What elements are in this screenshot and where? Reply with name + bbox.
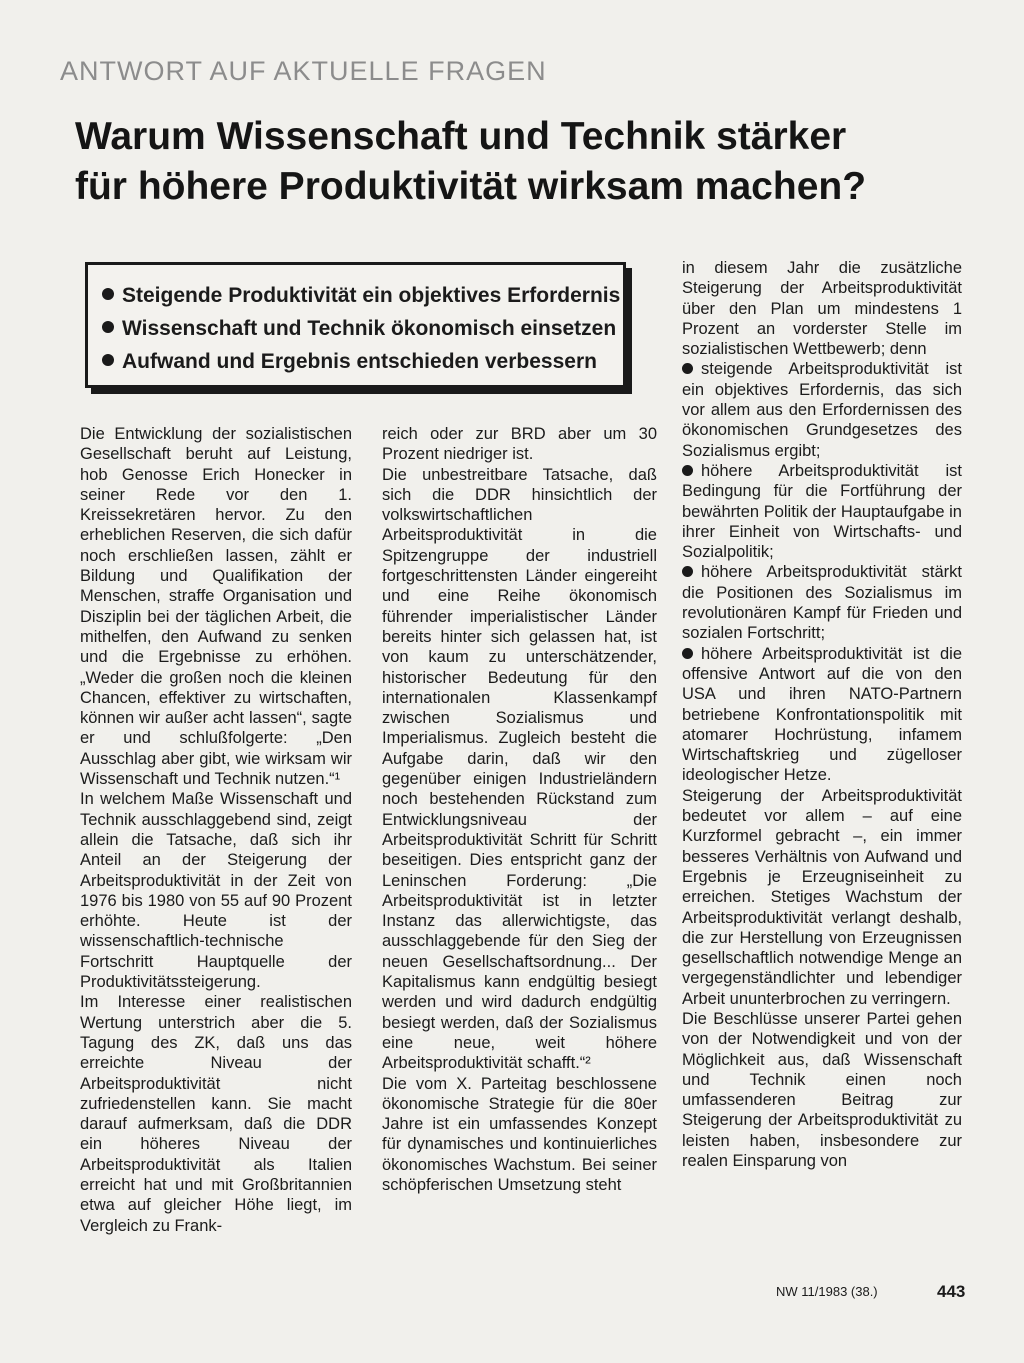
bullet-icon xyxy=(682,465,693,476)
paragraph: In welchem Maße Wissenschaft und Technik ausschlaggebend sind, zeigt allein die Tatsache, daß sich ihr Anteil an der Steigerung der Arbeitsproduktivität in der Zeit von 1976 bis 1980 von 55 auf 90 Prozent erhöhte. Heute ist der wissenschaftlich-technische Fortschritt Hauptquelle der Produktivitätssteigerung. xyxy=(80,790,352,992)
bullet-icon xyxy=(102,288,114,300)
bullet-paragraph: höhere Arbeitsproduktivität ist die offensive Antwort auf die von den USA und ihren NATO-Partnern betriebene Konfrontationspolitik mit atomarer Hochrüstung, infamem Wirtschaftskrieg und zügelloser ideologischer Hetze. xyxy=(682,644,962,785)
bullet-icon xyxy=(682,648,693,659)
paragraph: Die Beschlüsse unserer Partei gehen von der Notwendigkeit und von der Möglichkeit aus, daß Wissenschaft und Technik einen noch umfassenderen Beitrag zur Steigerung der Arbeitsproduktivität zu leisten haben, insbesondere zur realen Einsparung von xyxy=(682,1009,962,1171)
paragraph: in diesem Jahr die zusätzliche Steigerung der Arbeitsproduktivität über den Plan um mindestens 1 Prozent an vorderster Stelle im sozialistischen Wettbewerb; denn xyxy=(682,259,962,359)
paragraph: Die Entwicklung der sozialistischen Gesellschaft beruht auf Leistung, hob Genosse Erich Honecker in seiner Rede vor den 1. Kreissekretären hervor. Zu den erheblichen Reserven, die sich dafür noch erschließen lassen, zählt er Bildung und Qualifikation der Menschen, straffe Organisation und Disziplin bei der täglichen Arbeit, die mithelfen, den Aufwand zu senken und die Ergebnisse zu erhöhen. „Weder die großen noch die kleinen Chancen, effektiver zu wirtschaften, können wir außer acht lassen“, sagte er und schlußfolgerte: „Den Ausschlag aber gibt, wie wirksam wir Wissenschaft und Technik nutzen.“¹ xyxy=(80,425,352,789)
page-number: 443 xyxy=(937,1282,966,1301)
paragraph: reich oder zur BRD aber um 30 Prozent niedriger ist. xyxy=(382,425,657,464)
issue-reference: NW 11/1983 (38.) xyxy=(776,1284,878,1299)
summary-box xyxy=(85,262,626,388)
summary-item: Aufwand und Ergebnis entschieden verbessern xyxy=(102,345,623,378)
paragraph: Die unbestreitbare Tatsache, daß sich die DDR hinsichtlich der volkswirtschaftlichen Arbeitsproduktivität in die Spitzengruppe der industriell fortgeschrittensten Länder eingereiht und eine Reihe ökonomisch führender imperialistischer Länder bereits hinter sich gelassen hat, ist von kaum zu unterschätzender, historischer Bedeutung für den internationalen Klassenkampf zwischen Sozialismus und Imperialismus. Zugleich besteht die Aufgabe darin, daß wir den gegenüber einigen Industrieländern noch bestehenden Rückstand zum Entwicklungsniveau der Arbeitsproduktivität Schritt für Schritt beseitigen. Dies entspricht ganz der Leninschen Forderung: „Die Arbeitsproduktivität ist in letzter Instanz das allerwichtigste, das ausschlaggebende für den Sieg der neuen Gesellschaftsordnung... Der Kapitalismus kann endgültig besiegt werden und wird dadurch endgültig besiegt werden, daß der Sozialismus eine neue, weit höhere Arbeitsproduktivität schafft.“² xyxy=(382,465,657,1073)
bullet-paragraph: höhere Arbeitsproduktivität ist Bedingung für die Fortführung der bewährten Politik der Hauptaufgabe in ihrer Einheit von Wirtschafts- und Sozialpolitik; xyxy=(682,461,962,562)
bullet-icon xyxy=(682,566,693,577)
bullet-icon xyxy=(102,354,114,366)
bullet-paragraph: steigende Arbeitsproduktivität ist ein objektives Erfordernis, das sich vor allem aus den Erfordernissen des ökonomischen Grundgesetzes des Sozialismus ergibt; xyxy=(682,360,962,460)
paragraph: Die vom X. Parteitag beschlossene ökonomische Strategie für die 80er Jahre ist ein umfassendes Konzept für dynamisches und kontinuierliches ökonomisches Wachstum. Bei seiner schöpferischen Umsetzung steht xyxy=(382,1074,657,1194)
text-column-3 xyxy=(682,258,962,1171)
paragraph: Steigerung der Arbeitsproduktivität bedeutet vor allem – auf eine Kurzformel gebracht –, ein immer besseres Verhältnis von Aufwand und Ergebnis je Erzeugniseinheit zu erreichen. Stetiges Wachstum der Arbeitsproduktivität verlangt deshalb, die zur Herstellung von Erzeugnissen gesellschaftlich notwendige Menge an vergegenständlichter und lebendiger Arbeit ununterbrochen zu verringern. xyxy=(682,786,962,1008)
paragraph: Im Interesse einer realistischen Wertung unterstrich aber die 5. Tagung des ZK, daß uns das erreichte Niveau der Arbeitsproduktivität nicht zufriedenstellen kann. Sie macht darauf aufmerksam, daß die DDR ein höheres Niveau der Arbeitsproduktivität als Italien erreicht hat und mit Großbritannien etwa auf gleicher Höhe liegt, im Vergleich zu Frank- xyxy=(80,993,352,1235)
bullet-icon xyxy=(102,321,114,333)
text-column-1 xyxy=(80,424,352,1236)
headline-line-2: für höhere Produktivität wirksam machen? xyxy=(75,165,867,208)
bullet-paragraph: höhere Arbeitsproduktivität stärkt die Positionen des Sozialismus im revolutionären Kampf für Frieden und sozialen Fortschritt; xyxy=(682,563,962,643)
headline-line-1: Warum Wissenschaft und Technik stärker xyxy=(75,115,847,158)
text-column-2 xyxy=(382,424,657,1195)
summary-item: Wissenschaft und Technik ökonomisch einsetzen xyxy=(102,312,623,345)
section-kicker: ANTWORT AUF AKTUELLE FRAGEN xyxy=(60,56,547,86)
article-headline xyxy=(75,112,975,212)
summary-list xyxy=(88,265,623,378)
summary-item: Steigende Produktivität ein objektives Erfordernis xyxy=(102,279,623,312)
bullet-icon xyxy=(682,363,693,374)
